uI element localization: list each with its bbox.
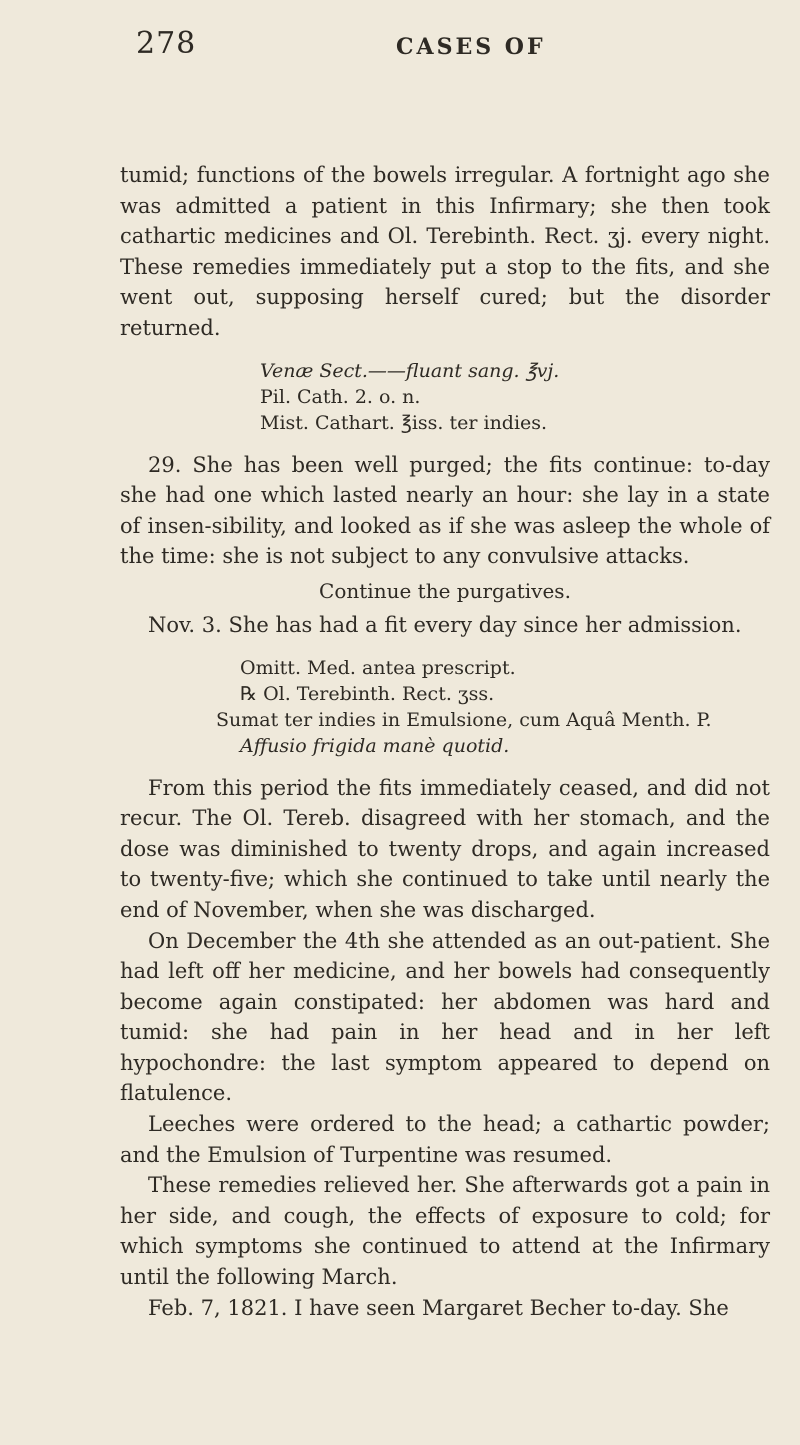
prescription-1	[120, 358, 770, 436]
page-header	[0, 26, 800, 66]
prescription-line: Omitt. Med. antea prescript.	[240, 656, 516, 679]
running-head: CASES OF	[396, 34, 546, 60]
paragraph-6: These remedies relieved her. She afterwards got a pain in her side, and cough, the effects of exposure to cold; for which symptoms she continued to attend at the Infirmary until the following March.	[120, 1173, 770, 1290]
body-text	[120, 160, 770, 1323]
page-number: 278	[136, 26, 197, 61]
prescription-line: Affusio frigida manè quotid.	[240, 734, 510, 757]
prescription-line: Sumat ter indies in Emulsione, cum Aquâ Menth. P.	[216, 708, 712, 731]
paragraph-4: On December the 4th she attended as an out-patient. She had left off her medicine, and her bowels had consequently become again constipated: her abdomen was hard and tumid: she had pain in her head and in her left hypochondre: the last symptom appeared to depend on flatulence.	[120, 928, 770, 1106]
paragraph-7: Feb. 7, 1821. I have seen Margaret Becher to-day. She	[148, 1295, 729, 1320]
continue-note: Continue the purgatives.	[319, 578, 571, 603]
paragraph-3: From this period the fits immediately ceased, and did not recur. The Ol. Tereb. disagreed with her stomach, and the dose was diminished to twenty drops, and again increased to twenty-five; which she continued to take until nearly the end of November, when she was discharged.	[120, 775, 770, 922]
paragraph-2: 29. She has been well purged; the fits continue: to-day she had one which lasted nearly an hour: she lay in a state of insen-sibility, and looked as if she was asleep the whole of the time: she is not subject to any convulsive attacks.	[120, 452, 770, 569]
paragraph-5: Leeches were ordered to the head; a cathartic powder; and the Emulsion of Turpentine was resumed.	[120, 1112, 770, 1167]
prescription-line: ℞ Ol. Terebinth. Rect. ʒss.	[240, 682, 495, 705]
prescription-line: Pil. Cath. 2. o. n.	[260, 385, 421, 408]
prescription-2	[120, 655, 770, 759]
prescription-line: Venæ Sect.——fluant sang. ℥vj.	[260, 359, 560, 382]
paragraph-1: tumid; functions of the bowels irregular. A fortnight ago she was admitted a patient in this Infirmary; she then took cathartic medicines and Ol. Terebinth. Rect. ʒj. every night. These remedies immediately put a stop to the fits, and she went out, supposing herself cured; but the disorder returned.	[120, 163, 770, 340]
paragraph-nov: Nov. 3. She has had a fit every day since her admission.	[148, 612, 742, 637]
prescription-line: Mist. Cathart. ℥iss. ter indies.	[260, 411, 548, 434]
